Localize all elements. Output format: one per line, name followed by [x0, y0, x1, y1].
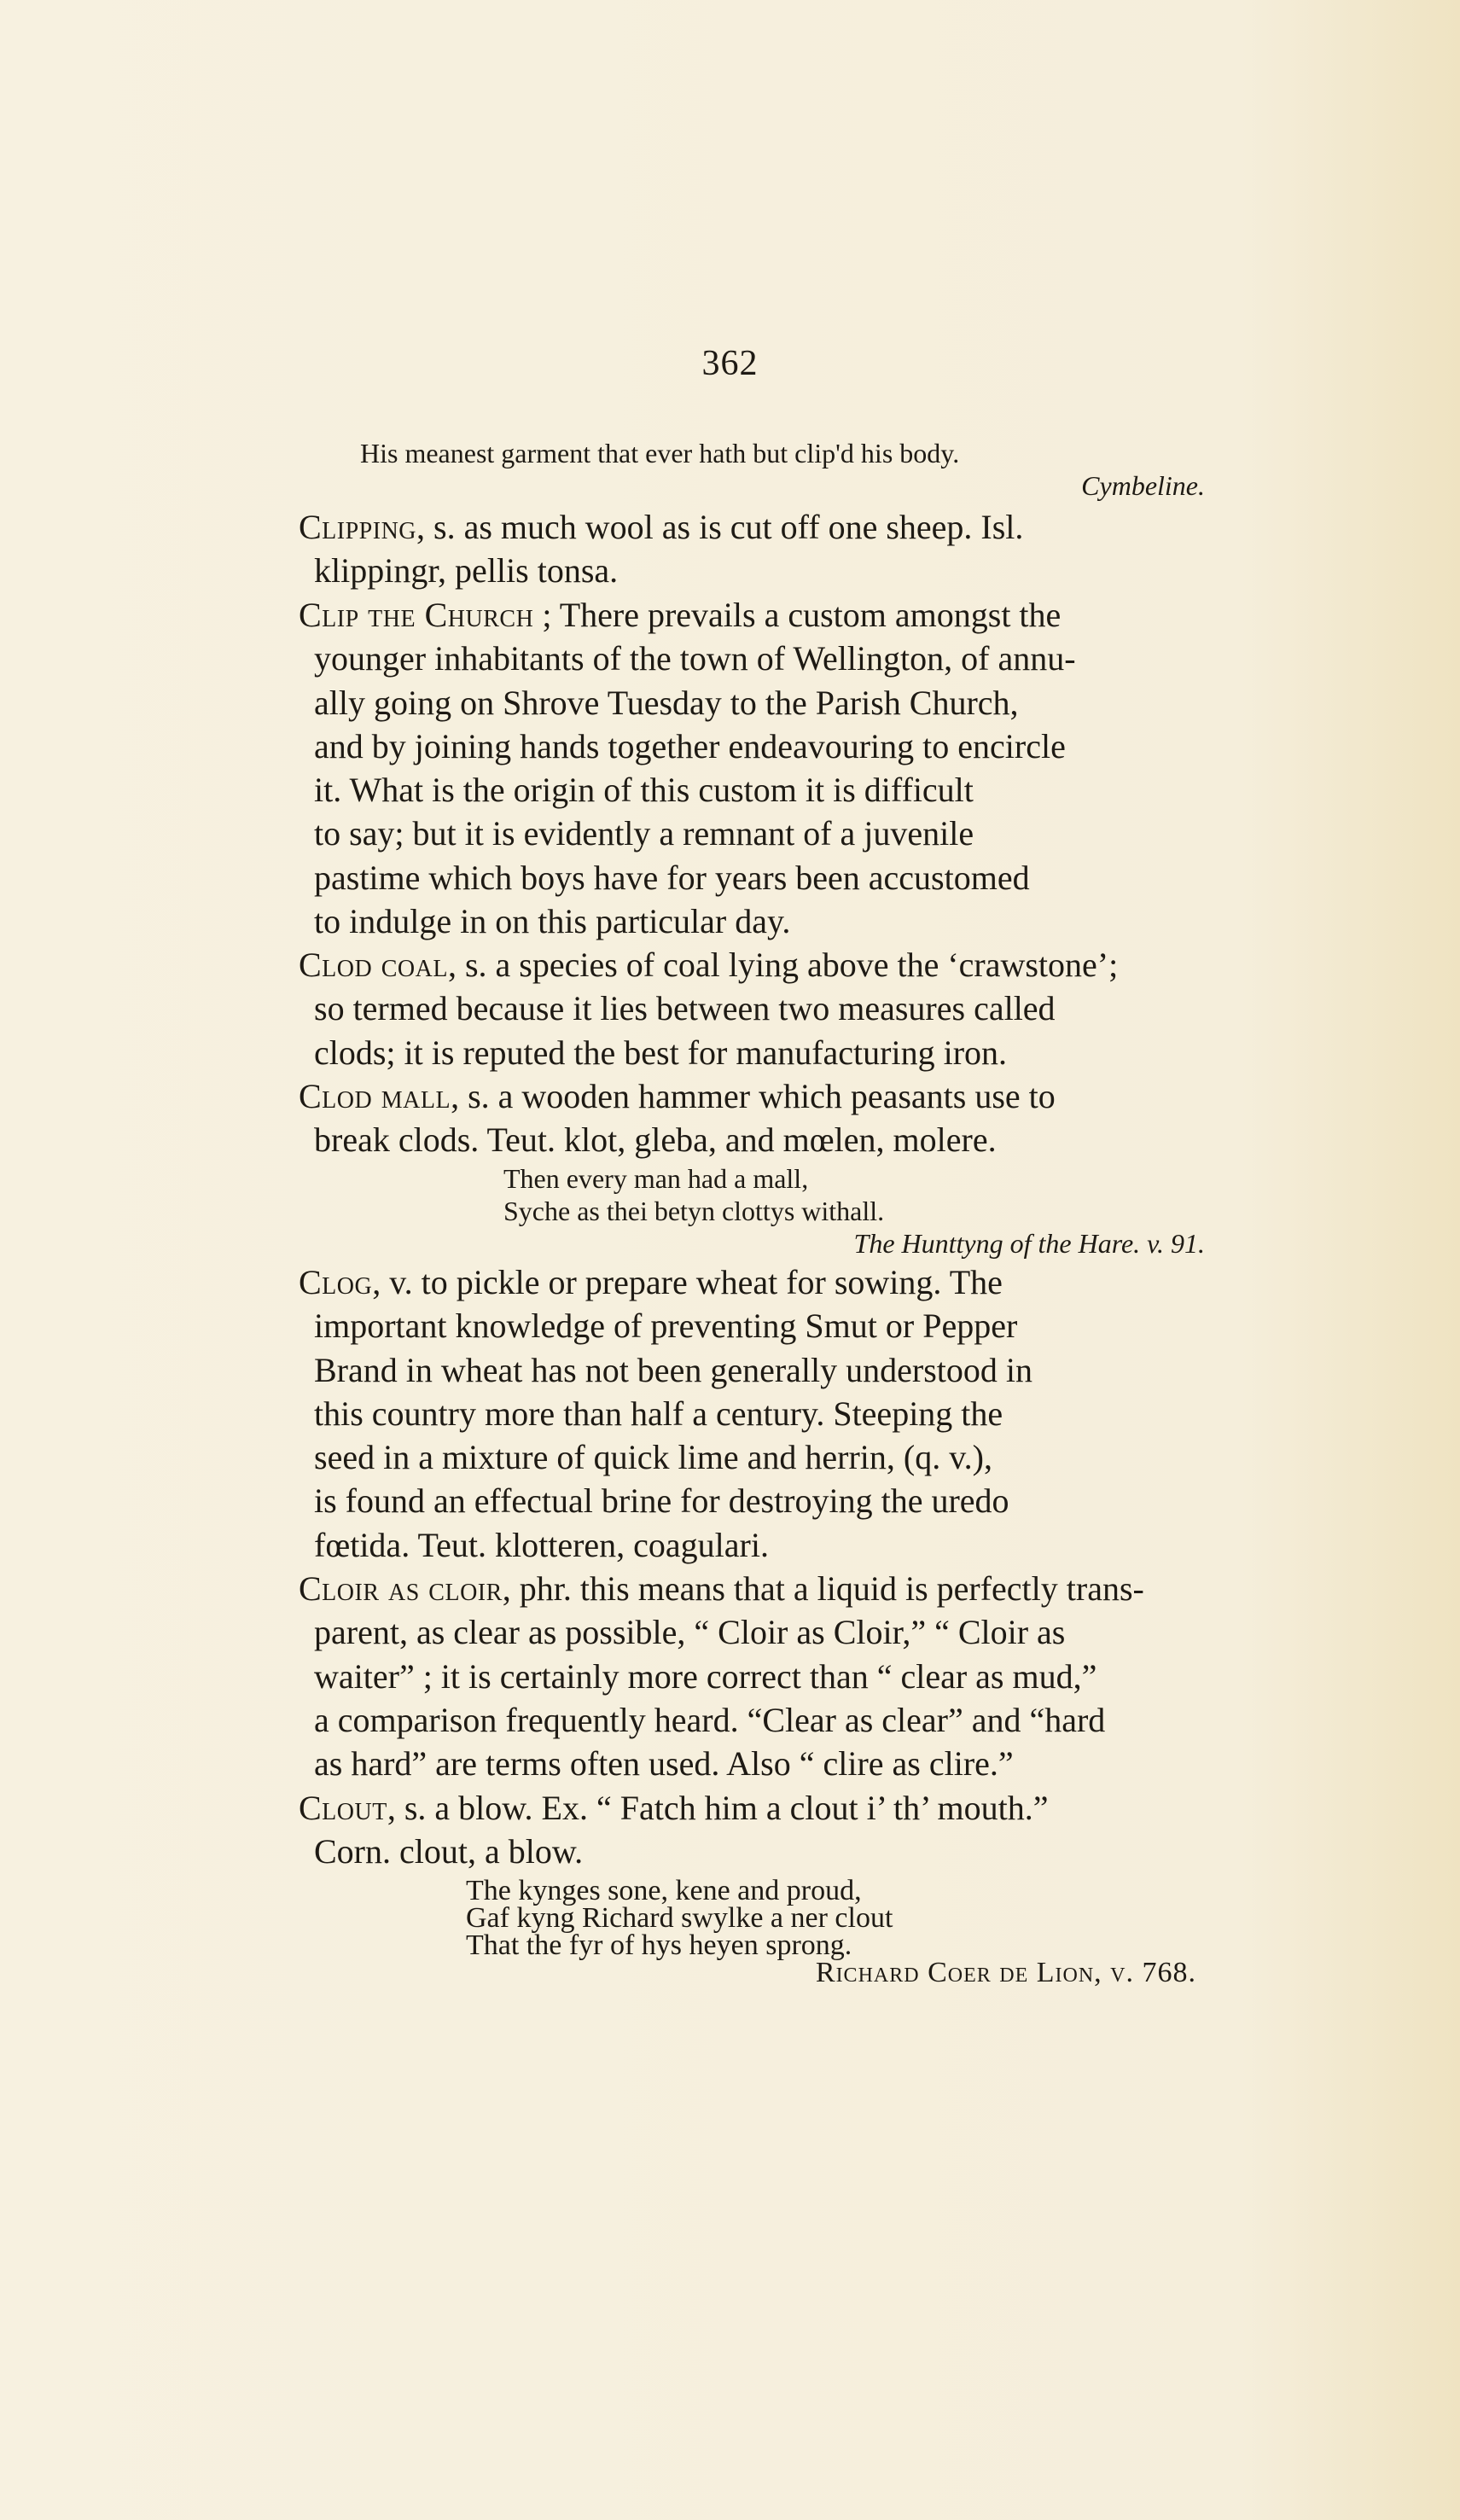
entry-text-line: this country more than half a century. Steeping the [314, 1394, 1003, 1433]
entry-text-line: pastime which boys have for years been accustomed [314, 858, 1030, 897]
page-number: 362 [701, 344, 759, 383]
quote-clout [299, 1877, 1205, 1987]
entry-text-line: , s. a species of coal lying above the ‘crawstone’; [447, 946, 1119, 984]
entry-text-line: fœtida. Teut. klotteren, coagulari. [314, 1525, 769, 1564]
entry-clod-mall [299, 1074, 1205, 1162]
entry-text-line: is found an effectual brine for destroying the uredo [314, 1481, 1009, 1521]
headword: Clod coal [299, 946, 448, 984]
entry-text-line: and by joining hands together endeavouring to encircle [314, 726, 1066, 765]
headword: Clog [299, 1263, 373, 1301]
quote-clod-mall [299, 1162, 1205, 1260]
quote-line: Then every man had a mall, [503, 1163, 809, 1194]
entry-text-line: , s. as much wool as is cut off one sheep. Isl. [416, 508, 1024, 546]
entry-text-line: parent, as clear as possible, “ Cloir as Cloir,” “ Cloir as [314, 1613, 1066, 1652]
entry-text-line: to indulge in on this particular day. [314, 902, 791, 941]
entry-clout [299, 1786, 1205, 1874]
entry-text-line: ally going on Shrove Tuesday to the Parish Church, [314, 683, 1019, 722]
entry-text-line: it. What is the origin of this custom it is difficult [314, 771, 974, 810]
entry-text-line: , s. a blow. Ex. “ Fatch him a clout i’ th’ mouth.” [387, 1789, 1049, 1827]
headword: Clod mall [299, 1077, 451, 1115]
entry-text-line: ; There prevails a custom amongst the [533, 596, 1062, 634]
quote-line: His meanest garment that ever hath but clip'd his body. [360, 438, 960, 468]
entry-text-line: a comparison frequently heard. “Clear as clear” and “hard [314, 1700, 1106, 1739]
entry-cloir-as-cloir [299, 1567, 1205, 1785]
quote-source: Cymbeline. [1081, 470, 1205, 501]
entry-text-line: younger inhabitants of the town of Wellington, of annu- [314, 639, 1076, 678]
quote-source: Richard Coer de Lion, v. 768. [815, 1957, 1196, 1988]
entry-text-line: Corn. clout, a blow. [314, 1832, 584, 1871]
entry-text-line: , phr. this means that a liquid is perfectly trans- [502, 1569, 1144, 1608]
entry-clog [299, 1260, 1205, 1567]
headword: Clout [299, 1789, 387, 1827]
entry-text-line: klippingr, pellis tonsa. [314, 551, 619, 591]
entry-text-line: waiter” ; it is certainly more correct than “ clear as mud,” [314, 1656, 1097, 1696]
entry-clod-coal [299, 943, 1205, 1074]
quote-line: Syche as thei betyn clottys withall. [503, 1196, 885, 1226]
quote-line: The kynges sone, kene and proud, [466, 1875, 862, 1906]
headword: Clipping [299, 508, 417, 546]
entry-text-line: , s. a wooden hammer which peasants use to [451, 1077, 1056, 1115]
entry-text-line: Brand in wheat has not been generally understood in [314, 1350, 1032, 1389]
headword: Clip the Church [299, 596, 534, 634]
entry-text-line: , v. to pickle or prepare wheat for sowing. The [372, 1263, 1003, 1301]
entry-text-line: break clods. Teut. klot, gleba, and mœlen, molere. [314, 1120, 997, 1160]
entry-text-line: important knowledge of preventing Smut or Pepper [314, 1307, 1018, 1346]
opening-quote [299, 437, 1205, 502]
entry-text-line: clods; it is reputed the best for manufacturing iron. [314, 1033, 1008, 1072]
quote-line: That the fyr of hys heyen sprong. [466, 1929, 852, 1961]
entry-text-line: seed in a mixture of quick lime and herrin, (q. v.), [314, 1438, 992, 1477]
entry-clip-the-church [299, 593, 1205, 943]
entry-text-line: so termed because it lies between two measures called [314, 989, 1056, 1028]
quote-line: Gaf kyng Richard swylke a ner clout [466, 1902, 893, 1934]
quote-source: The Hunttyng of the Hare. v. 91. [853, 1228, 1205, 1259]
headword: Cloir as cloir [299, 1569, 503, 1608]
entry-text-line: to say; but it is evidently a remnant of a juvenile [314, 814, 974, 853]
entry-clipping [299, 505, 1205, 593]
entry-text-line: as hard” are terms often used. Also “ clire as clire.” [314, 1744, 1014, 1784]
